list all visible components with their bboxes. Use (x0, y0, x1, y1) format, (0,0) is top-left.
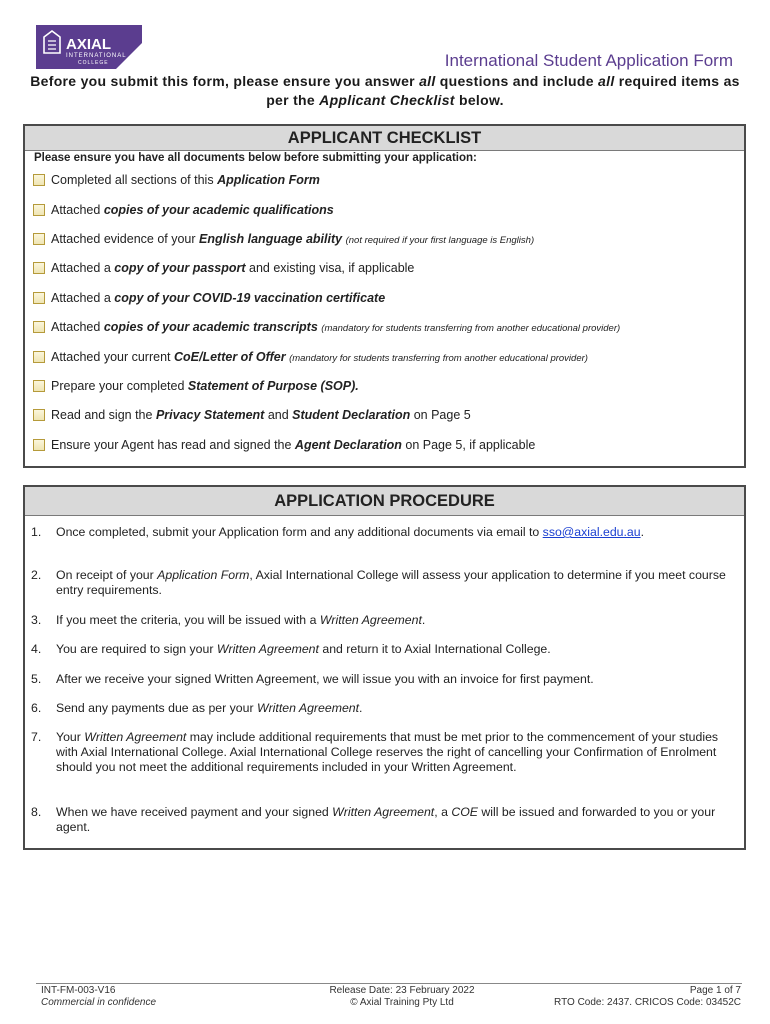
procedure-step: 5. After we receive your signed Written Agreement, we will issue you with an invoice for first payment. (31, 672, 594, 686)
form-title: International Student Application Form (444, 51, 733, 70)
checkbox[interactable] (33, 174, 45, 186)
footer-confidential: Commercial in confidence (41, 997, 157, 1008)
procedure-step: 6. Send any payments due as per your Written Agreement. (31, 701, 363, 715)
checkbox[interactable] (33, 262, 45, 274)
checklist-item-application-form: Completed all sections of this Application Form (33, 172, 320, 188)
footer-form-code: INT-FM-003-V16 (41, 985, 116, 996)
procedure-step: 2. On receipt of your Application Form, Axial International College will assess your application to determine if you meet course entry requirements. (31, 568, 726, 597)
svg-text:COLLEGE: COLLEGE (78, 60, 109, 66)
svg-text:INTERNATIONAL: INTERNATIONAL (66, 53, 127, 59)
checkbox[interactable] (33, 380, 45, 392)
checklist-item-agent: Ensure your Agent has read and signed the Agent Declaration on Page 5, if applicable (33, 437, 535, 453)
procedure-heading: APPLICATION PROCEDURE (25, 487, 744, 516)
footer-release-date: Release Date: 23 February 2022 (329, 985, 475, 996)
checklist-subheading: Please ensure you have all documents below before submitting your application: (34, 152, 477, 164)
checkbox[interactable] (33, 409, 45, 421)
checklist-item-privacy: Read and sign the Privacy Statement and Student Declaration on Page 5 (33, 407, 471, 423)
checklist-item-transcripts: Attached copies of your academic transcripts (mandatory for students transferring from another educational provider) (33, 319, 620, 337)
footer-divider (36, 983, 742, 984)
checkbox[interactable] (33, 204, 45, 216)
checklist-item-qualifications: Attached copies of your academic qualifications (33, 202, 334, 218)
procedure-step: 8. When we have received payment and your signed Written Agreement, a COE will be issued and forwarded to you or your agent. (31, 805, 716, 834)
checkbox[interactable] (33, 321, 45, 333)
applicant-checklist-section (23, 124, 746, 468)
checkbox[interactable] (33, 233, 45, 245)
procedure-step: 3. If you meet the criteria, you will be issued with a Written Agreement. (31, 613, 426, 627)
checkbox[interactable] (33, 439, 45, 451)
email-link[interactable]: sso@axial.edu.au (542, 525, 641, 539)
checkbox[interactable] (33, 351, 45, 363)
checklist-heading: APPLICANT CHECKLIST (25, 126, 744, 151)
checklist-item-passport: Attached a copy of your passport and existing visa, if applicable (33, 260, 414, 276)
checklist-item-covid: Attached a copy of your COVID-19 vaccination certificate (33, 290, 385, 306)
procedure-step: 1. Once completed, submit your Application form and any additional documents via email to sso@axial.edu.au. (31, 525, 645, 539)
footer-codes: RTO Code: 2437. CRICOS Code: 03452C (554, 997, 741, 1008)
svg-text:AXIAL: AXIAL (66, 36, 111, 53)
checklist-item-sop: Prepare your completed Statement of Purpose (SOP). (33, 378, 359, 394)
checkbox[interactable] (33, 292, 45, 304)
application-procedure-section (23, 485, 746, 850)
procedure-step: 7. Your Written Agreement may include additional requirements that must be met prior to the commencement of your studies with Axial International College. Axial International College reserves the right of cancelling your Confirmation of Enrolment should you not meet the additional requirements included in your Written Agreement. (31, 730, 719, 774)
procedure-step: 4. You are required to sign your Written Agreement and return it to Axial International College. (31, 642, 551, 656)
intro-text: Before you submit this form, please ensure you answer all questions and include all required items as per the Applicant Checklist below. (30, 73, 740, 108)
footer-copyright: © Axial Training Pty Ltd (350, 997, 454, 1008)
checklist-item-coe: Attached your current CoE/Letter of Offer (mandatory for students transferring from another educational provider) (33, 349, 588, 367)
college-logo (36, 25, 142, 69)
footer-page-number: Page 1 of 7 (689, 985, 741, 996)
checklist-item-english: Attached evidence of your English language ability (not required if your first language is English) (33, 231, 534, 249)
